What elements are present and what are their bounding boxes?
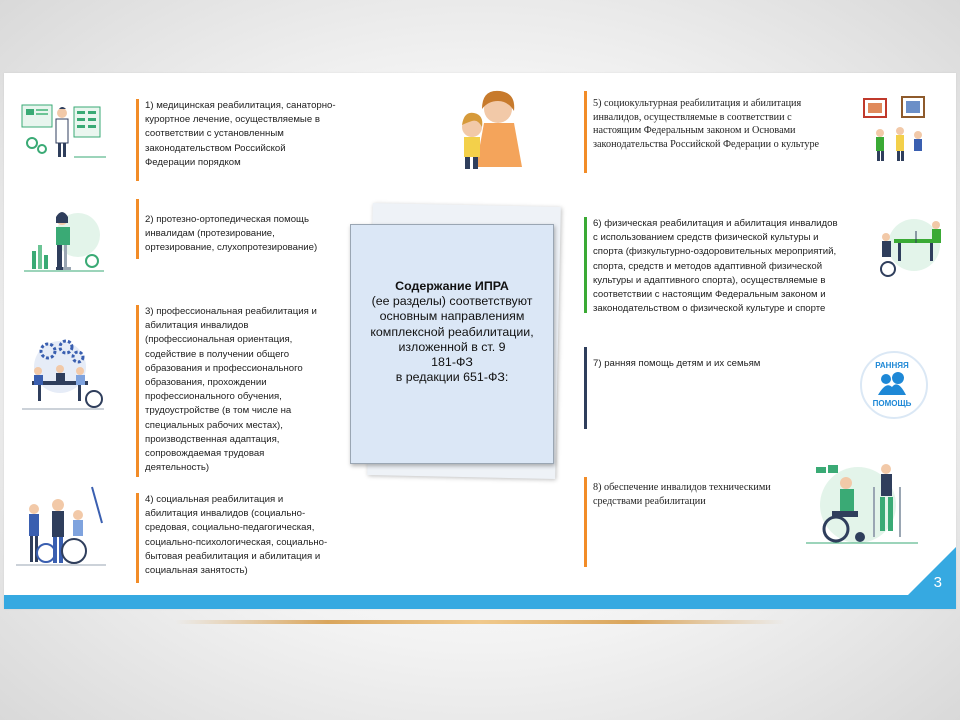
decorative-divider bbox=[175, 620, 785, 624]
item-text: 1) медицинская реабилитация, санаторно- курортное лечение, осуществляемые в соответствии с установленным законодательством Российской Федерации порядком bbox=[145, 100, 336, 168]
footer-bar bbox=[4, 595, 956, 609]
children-hug-icon bbox=[450, 87, 528, 178]
item-text: 8) обеспечение инвалидов техническими средствами реабилитации bbox=[593, 482, 771, 507]
item-text: 2) протезно-ортопедическая помощь инвалидам (протезирование, ортезирование, слухопротезирование) bbox=[145, 214, 318, 254]
item-accent-bar bbox=[136, 99, 139, 181]
item-text: 6) физическая реабилитация и абилитация инвалидов с использованием средств физической культуры и спорта (физкультурно-оздоровительных мероприятий, спорта, средств и методов адаптивной физической культуры и адаптивного спорта), осуществляемые в соответствии с настоящим Федеральным законом и законодательством о физической культуре и спорте bbox=[593, 218, 838, 315]
early-help-logo bbox=[860, 351, 928, 419]
list-item-social bbox=[136, 493, 376, 583]
list-item-technical-means bbox=[584, 477, 834, 567]
item-text: 5) социокультурная реабилитация и абилитация инвалидов, осуществляемые в соответствии с настоящим Федеральным законом и Основами законодательства Российской Федерации о культуре bbox=[593, 98, 820, 150]
medical-staff-icon bbox=[14, 99, 114, 166]
center-card bbox=[350, 224, 554, 464]
list-item-early-help bbox=[584, 347, 844, 429]
museum-icon bbox=[860, 95, 936, 170]
corner-accent bbox=[894, 547, 956, 609]
item-text: 4) социальная реабилитация и абилитация инвалидов (социально- средовая, социально-педагогическая, социально-психологическая, социально- бытовая реабилитация и абилитация и социальная занятость) bbox=[145, 494, 328, 577]
office-teamwork-icon bbox=[16, 337, 106, 424]
prosthesis-icon bbox=[18, 205, 108, 286]
wheelchair-icon bbox=[802, 457, 922, 554]
item-text: 7) ранняя помощь детям и их семьям bbox=[593, 358, 761, 369]
center-body: (ее разделы) соответствуют основным направлениям комплексной реабилитации, изложенной в ст. 9 181-ФЗ в редакции 651-ФЗ: bbox=[370, 294, 534, 385]
item-accent-bar bbox=[136, 493, 139, 583]
list-item-physical bbox=[584, 217, 874, 313]
list-item-sociocultural bbox=[584, 91, 864, 173]
item-text: 3) профессиональная реабилитация и абилитация инвалидов (профессиональная ориентация, содействие в получении общего образования и профессионального образования, прохождении профессионального обучения, трудоустройстве (в том числе на специальных рабочих местах), производственная адаптация, сопровождаемая трудовая деятельность) bbox=[145, 306, 317, 474]
table-tennis-icon bbox=[870, 213, 946, 290]
item-accent-bar bbox=[584, 477, 587, 567]
social-group-icon bbox=[12, 483, 110, 578]
item-accent-bar bbox=[584, 91, 587, 173]
list-item-prosthetic bbox=[136, 199, 376, 259]
item-accent-bar bbox=[136, 199, 139, 259]
page-number: 3 bbox=[933, 574, 942, 591]
item-accent-bar bbox=[584, 217, 587, 313]
list-item-medical bbox=[136, 99, 376, 181]
svg-text:РАННЯЯ: РАННЯЯ bbox=[875, 361, 909, 370]
list-item-professional bbox=[136, 305, 376, 477]
item-accent-bar bbox=[136, 305, 139, 477]
svg-text:ПОМОЩЬ: ПОМОЩЬ bbox=[872, 399, 912, 408]
center-title: Содержание ИПРА bbox=[395, 279, 509, 293]
center-text bbox=[351, 279, 553, 385]
item-accent-bar bbox=[584, 347, 587, 429]
slide bbox=[4, 73, 956, 609]
